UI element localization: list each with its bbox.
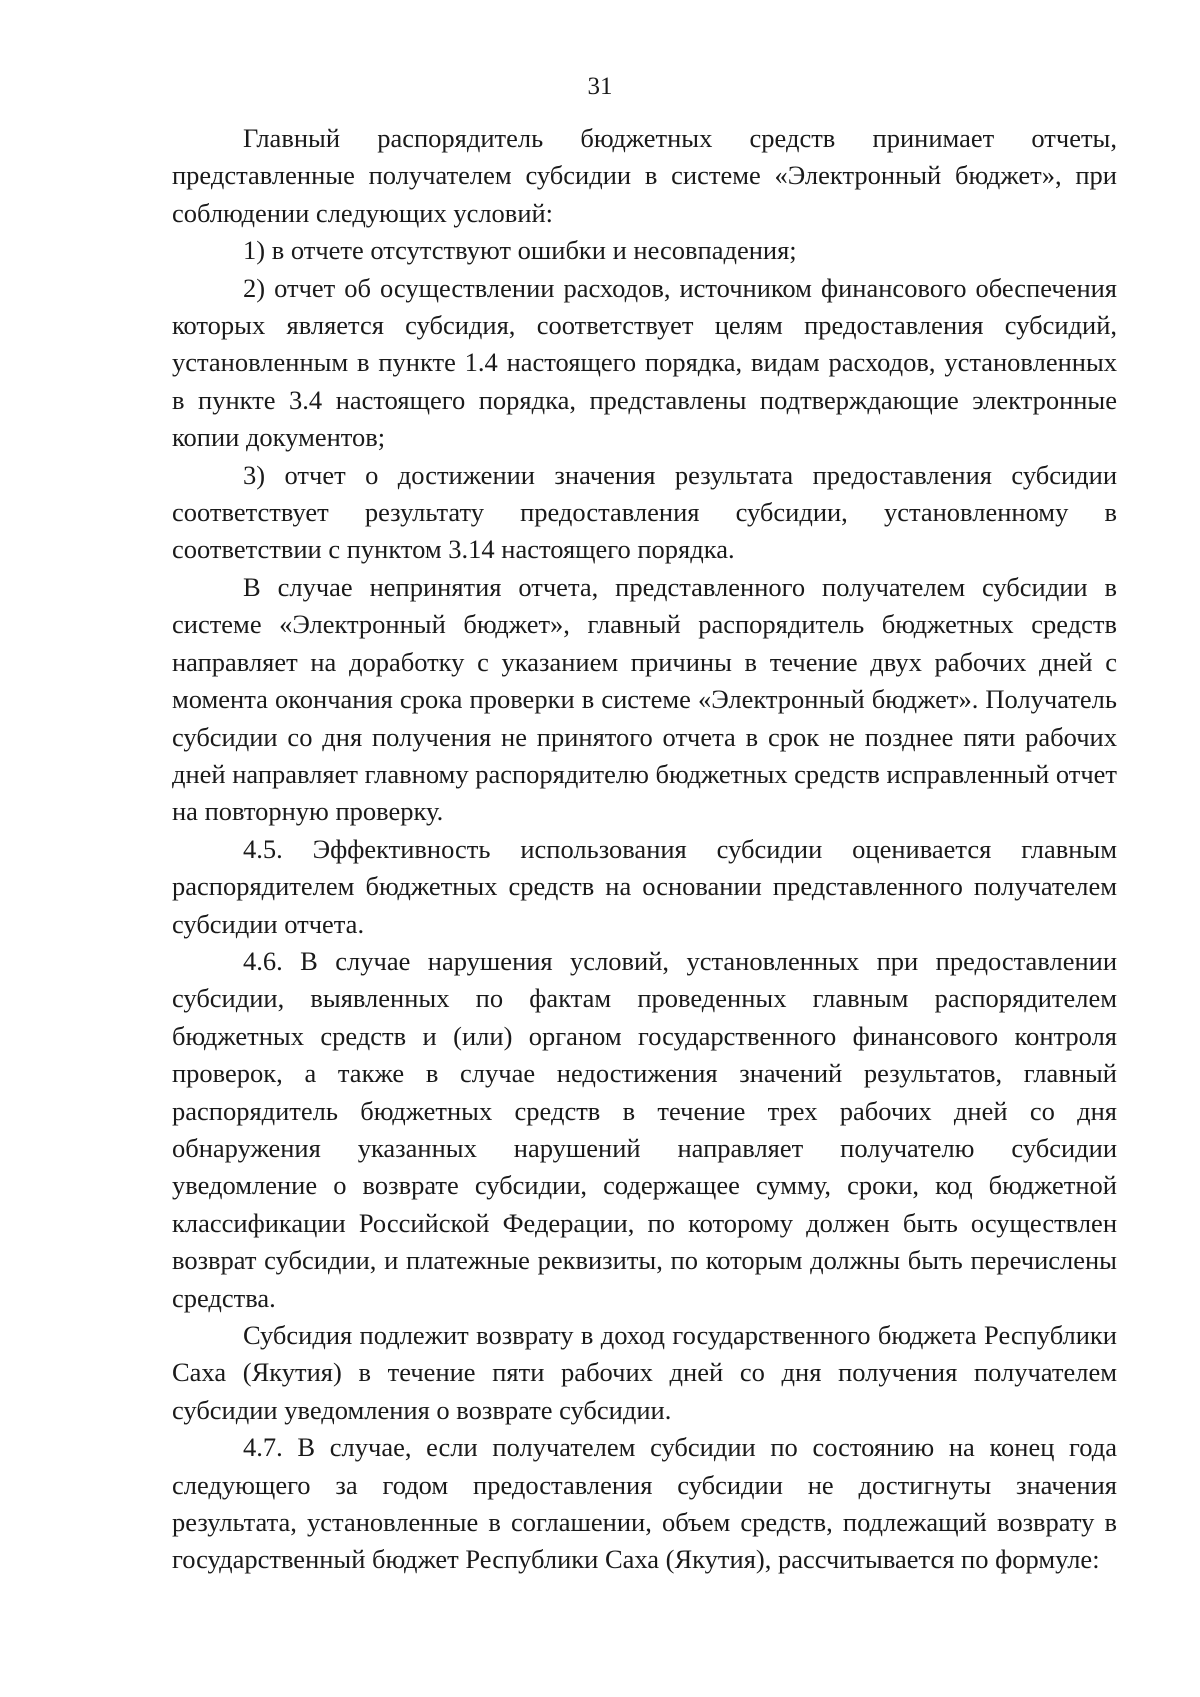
paragraph-condition-1: 1) в отчете отсутствуют ошибки и несовпадения; <box>243 235 797 266</box>
paragraph-reports-acceptance: Главный распорядитель бюджетных средств принимает отчеты, представленные получателем субсидии в системе «Электронный бюджет», при соблюдении следующих условий: <box>172 123 1117 228</box>
paragraph-clause-4-7: 4.7. В случае, если получателем субсидии по состоянию на конец года следующего за годом предоставления субсидии не достигнуты значения результата, установленные в соглашении, объем средств, подлежащий возврату в государственный бюджет Республики Саха (Якутия), рассчитывается по формуле: <box>172 1432 1117 1575</box>
paragraph-condition-3: 3) отчет о достижении значения результата предоставления субсидии соответствует результату предоставления субсидии, установленному в соответствии с пунктом 3.14 настоящего порядка. <box>172 459 1117 565</box>
paragraph-report-rejection: В случае непринятия отчета, представленного получателем субсидии в системе «Электронный бюджет», главный распорядитель бюджетных средств направляет на доработку с указанием причины в течение двух рабочих дней с момента окончания срока проверки в системе «Электронный бюджет». Получатель субсидии со дня получения не принятого отчета в срок не позднее пяти рабочих дней направляет главному распорядителю бюджетных средств исправленный отчет на повторную проверку. <box>172 571 1117 827</box>
paragraph-subsidy-return: Субсидия подлежит возврату в доход государственного бюджета Республики Саха (Якутия) в течение пяти рабочих дней со дня получения получателем субсидии уведомления о возврате субсидии. <box>172 1320 1117 1425</box>
page-number: 31 <box>587 73 613 100</box>
paragraph-clause-4-5: 4.5. Эффективность использования субсидии оценивается главным распорядителем бюджетных средств на основании представленного получателем субсидии отчета. <box>172 833 1117 939</box>
paragraph-clause-4-6: 4.6. В случае нарушения условий, установленных при предоставлении субсидии, выявленных по фактам проведенных главным распорядителем бюджетных средств и (или) органом государственного финансового контроля проверок, а также в случае недостижения значений результатов, главный распорядитель бюджетных средств в течение трех рабочих дней со дня обнаружения указанных нарушений направляет получателю субсидии уведомление о возврате субсидии, содержащее сумму, сроки, код бюджетной классификации Российской Федерации, по которому должен быть осуществлен возврат субсидии, и платежные реквизиты, по которым должны быть перечислены средства. <box>172 945 1117 1313</box>
paragraph-condition-2: 2) отчет об осуществлении расходов, источником финансового обеспечения которых является субсидия, соответствует целям предоставления субсидий, установленным в пункте 1.4 настоящего порядка, видам расходов, установленных в пункте 3.4 настоящего порядка, представлены подтверждающие электронные копии документов; <box>172 272 1117 453</box>
document-body <box>172 120 1117 1579</box>
